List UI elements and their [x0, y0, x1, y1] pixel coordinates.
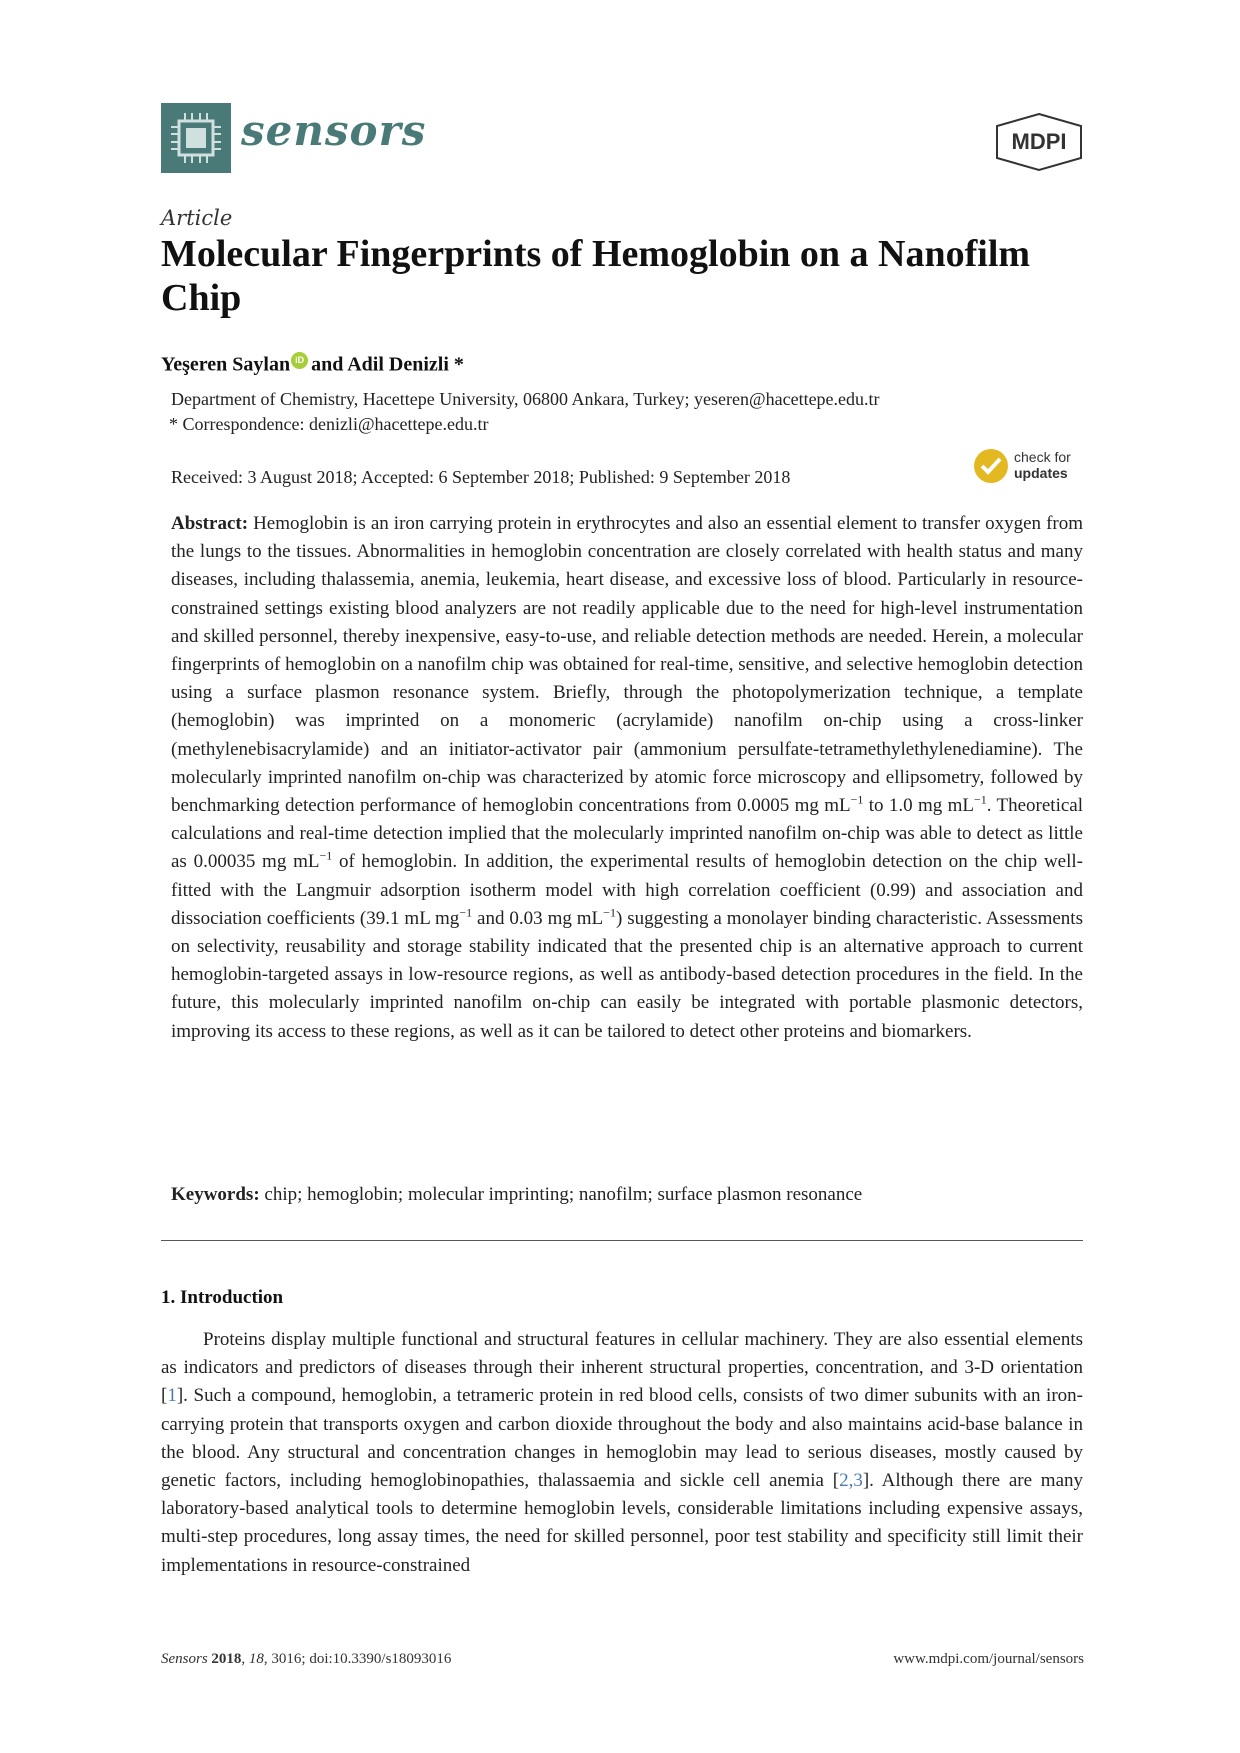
abstract-text: and 0.03 mg mL — [472, 907, 604, 929]
abstract — [171, 510, 1083, 1046]
author-name[interactable]: Yeşeren Saylan — [161, 353, 291, 376]
author-name[interactable]: and Adil Denizli * — [311, 353, 464, 376]
mdpi-logo — [993, 112, 1085, 172]
keywords-label: Keywords: — [171, 1184, 260, 1205]
exponent: −1 — [973, 792, 987, 807]
divider — [161, 1240, 1083, 1241]
checkmark-icon — [974, 449, 1008, 483]
body-text: ]. Such a compound, hemoglobin, a tetrameric protein in red blood cells, consists of two dimer subunits with an iron-carrying protein that transports oxygen and carbon dioxide throughout the body and also maintains acid-base balance in the blood. Any structural and concentration changes in hemoglobin may lead to serious diseases, mostly caused by genetic factors, including hemoglobinopathies, thalassaemia and sickle cell anemia [ — [161, 1385, 1083, 1492]
abstract-text: ) suggesting a monolayer binding characteristic. Assessments on selectivity, reusability and storage stability indicated that the presented chip is an alternative approach to current hemoglobin-targeted assays in low-resource regions, as well as antibody-based detection procedures in the field. In the future, this molecularly imprinted nanofilm on-chip can easily be integrated with portable plasmonic detectors, improving its access to these regions, as well as it can be tailored to detect other proteins and biomarkers. — [171, 907, 1083, 1042]
publication-dates: Received: 3 August 2018; Accepted: 6 September 2018; Published: 9 September 2018 — [171, 467, 791, 487]
exponent: −1 — [850, 792, 864, 807]
correspondence: * Correspondence: denizli@hacettepe.edu.tr — [169, 414, 489, 434]
mdpi-logo-text: MDPI — [1011, 129, 1067, 154]
citation-link[interactable]: 3 — [853, 1470, 863, 1492]
page-title: Molecular Fingerprints of Hemoglobin on a Nanofilm Chip — [161, 233, 1031, 319]
keywords — [171, 1184, 1083, 1206]
affiliation: Department of Chemistry, Hacettepe University, 06800 Ankara, Turkey; yeseren@hacettepe.edu.tr — [171, 389, 880, 409]
body-text: Proteins display multiple functional and structural features in cellular machinery. They are also essential elements as indicators and predictors of diseases through their inherent structural properties, concentration, and 3-D orientation [ — [161, 1329, 1083, 1407]
check-updates-line1: check for — [1014, 449, 1071, 465]
article-type: Article — [161, 206, 233, 230]
abstract-text: of hemoglobin. In addition, the experimental results of hemoglobin detection on the chip well-fitted with the Langmuir adsorption isotherm model with high correlation coefficient (0.99) and association and dissociation coefficients (39.1 mL mg — [171, 851, 1083, 929]
journal-logo — [161, 103, 231, 173]
exponent: −1 — [603, 905, 616, 920]
exponent: −1 — [319, 849, 333, 864]
introduction-paragraph — [161, 1326, 1083, 1580]
abstract-text: to 1.0 mg mL — [863, 795, 974, 817]
abstract-text: . Theoretical calculations and real-time detection implied that the molecularly imprinted nanofilm on-chip was able to detect as little as 0.00035 mg mL — [171, 795, 1083, 873]
author-list — [161, 352, 464, 377]
orcid-icon[interactable]: iD — [291, 352, 308, 369]
section-heading: 1. Introduction — [161, 1287, 284, 1308]
footer-citation: Sensors 2018, 18, 3016; doi:10.3390/s18093016 — [161, 1651, 452, 1667]
check-for-updates-badge[interactable] — [974, 447, 1084, 487]
chip-icon — [161, 103, 231, 173]
abstract-text: Hemoglobin is an iron carrying protein in erythrocytes and also an essential element to transfer oxygen from the lungs to the tissues. Abnormalities in hemoglobin concentration are closely correlated with health status and many diseases, including thalassemia, anemia, leukemia, heart disease, and excessive loss of blood. Particularly in resource-constrained settings existing blood analyzers are not readily applicable due to the need for high-level instrumentation and skilled personnel, thereby inexpensive, easy-to-use, and reliable detection methods are needed. Herein, a molecular fingerprints of hemoglobin on a nanofilm chip was obtained for real-time, sensitive, and selective hemoglobin detection using a surface plasmon resonance system. Briefly, through the photopolymerization technique, a template (hemoglobin) was imprinted on a monomeric (acrylamide) nanofilm on-chip using a cross-linker (methylenebisacrylamide) and an initiator-activator pair (ammonium persulfate-tetramethylethylenediamine). The molecularly imprinted nanofilm on-chip was characterized by atomic force microscopy and ellipsometry, followed by benchmarking detection performance of hemoglobin concentrations from 0.0005 mg mL — [171, 513, 1083, 817]
journal-name: sensors — [241, 106, 427, 155]
keywords-text: chip; hemoglobin; molecular imprinting; nanofilm; surface plasmon resonance — [264, 1184, 863, 1205]
footer-url[interactable]: www.mdpi.com/journal/sensors — [893, 1651, 1084, 1667]
abstract-label: Abstract: — [171, 513, 249, 534]
citation-link[interactable]: 2 — [839, 1470, 849, 1492]
exponent: −1 — [459, 905, 473, 920]
footer-year: 2018 — [211, 1651, 242, 1667]
body-text: ]. Although there are many laboratory-based analytical tools to determine hemoglobin levels, considerable limitations including expensive assays, multi-step procedures, long assay times, the need for skilled personnel, poor test stability and specificity still limit their implementations in resource-constrained — [161, 1470, 1084, 1576]
citation-link[interactable]: 1 — [167, 1385, 177, 1407]
footer-volume: 18 — [248, 1651, 264, 1667]
citation-separator: , — [848, 1470, 854, 1492]
check-updates-line2: updates — [1014, 465, 1068, 481]
footer-journal: Sensors — [161, 1651, 208, 1667]
footer-doi[interactable]: , 3016; doi:10.3390/s18093016 — [263, 1651, 452, 1667]
